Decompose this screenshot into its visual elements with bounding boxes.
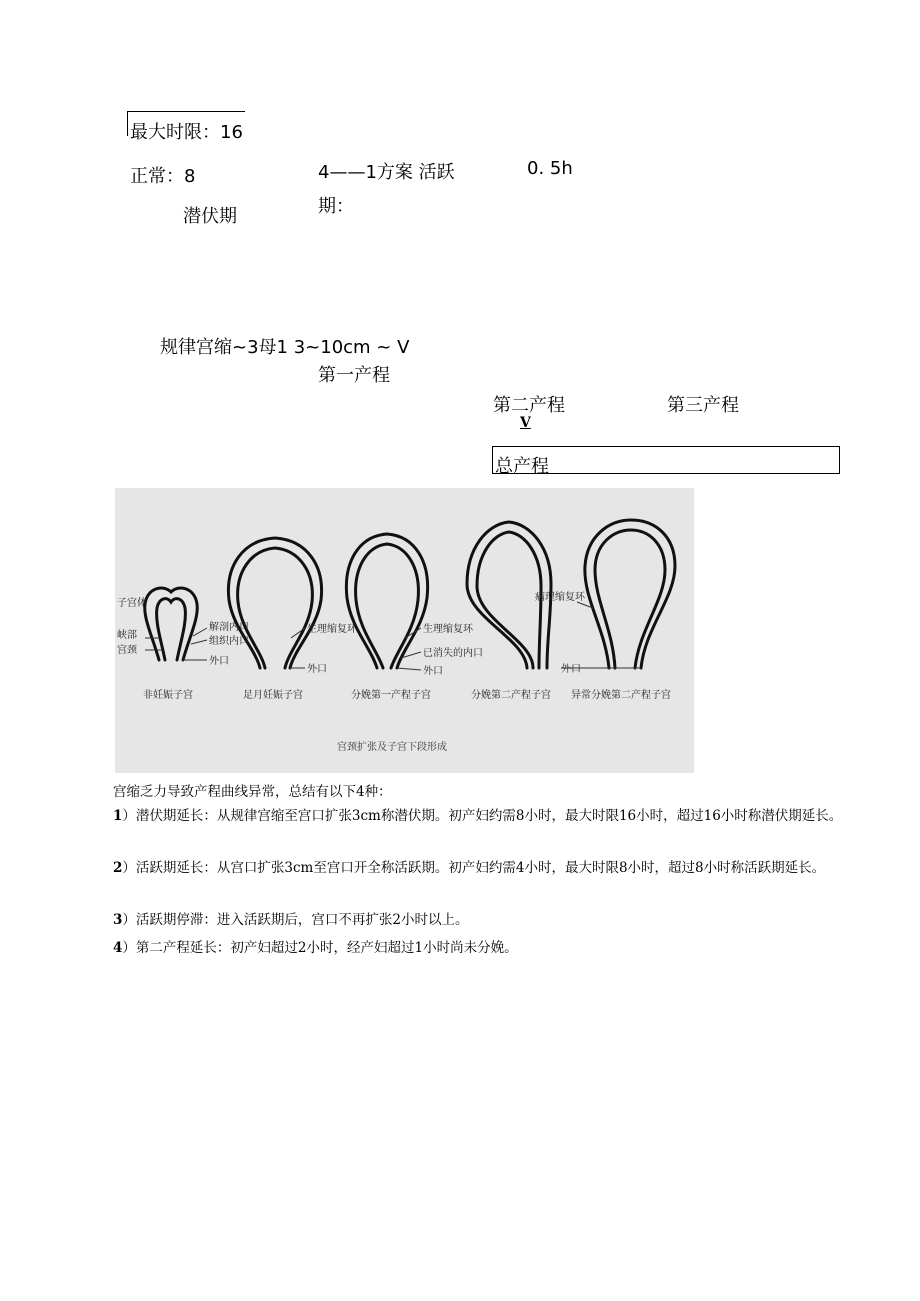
label-vanished-inner-os: 已消失的内口 (423, 648, 483, 659)
list-item-text: ）活跃期停滞：进入活跃期后，宫口不再扩张2小时以上。 (122, 912, 469, 928)
total-stage-label: 总产程 (495, 456, 549, 477)
list-item (113, 907, 843, 933)
caption-term: 足月妊娠子宫 (243, 690, 303, 701)
uterus-figure (115, 488, 694, 773)
list-item-text: ）潜伏期延长：从规律宫缩至宫口扩张3cm称潜伏期。初产妇约需8小时，最大时限16小时，超过16小时称潜伏期延长。 (122, 808, 843, 824)
caption-second-stage: 分娩第二产程子宫 (471, 690, 551, 701)
first-stage-label: 第一产程 (318, 365, 390, 386)
abnormal-uterus-shape (585, 520, 675, 668)
uterus-figure-svg (115, 488, 694, 773)
label-external-os-4: 外口 (561, 664, 581, 675)
normal-label: 正常：8 (130, 166, 196, 187)
caption-abnormal-second-stage: 异常分娩第二产程子宫 (571, 690, 671, 701)
list-item-number: 2 (113, 860, 123, 876)
period-label: 期： (318, 196, 354, 217)
label-external-os-1: 外口 (209, 656, 229, 667)
label-isthmus: 峡部 (117, 630, 137, 641)
label-anat-inner-os: 解剖内口 (209, 622, 249, 633)
label-histo-inner-os: 组织内口 (209, 636, 249, 647)
half-hour-label: 0. 5h (527, 158, 573, 179)
list-item-number: 3 (113, 912, 123, 928)
non-pregnant-uterus-shape (145, 588, 198, 660)
label-external-os-3: 外口 (423, 666, 443, 677)
second-stage-label: 第二产程 (493, 395, 565, 416)
caption-first-stage: 分娩第一产程子宫 (351, 690, 431, 701)
label-pathological-ring: 病理缩复环 (535, 592, 585, 603)
list-item-text: ）活跃期延长：从宫口扩张3cm至宫口开全称活跃期。初产妇约需4小时，最大时限8小时，超过8小时称活跃期延长。 (122, 860, 826, 876)
term-uterus-shape (228, 538, 321, 668)
max-limit-label: 最大时限：16 (130, 122, 243, 143)
third-stage-label: 第三产程 (667, 395, 739, 416)
label-cervix: 宫颈 (117, 645, 137, 656)
figure-caption: 宫颈扩张及子宫下段形成 (337, 742, 447, 753)
label-physio-ring-2: 生理缩复环 (423, 624, 473, 635)
latent-period-label: 潜伏期 (183, 206, 237, 227)
list-item (113, 855, 843, 881)
list-item (113, 803, 843, 829)
caption-non-pregnant: 非妊娠子宫 (143, 690, 193, 701)
first-stage-uterus-shape (346, 534, 427, 668)
list-item (113, 935, 843, 961)
label-uterus-body: 子宫体 (117, 598, 147, 609)
label-physio-ring: 生理缩复环 (307, 624, 357, 635)
scheme-active-label: 4——1方案 活跃 (318, 162, 455, 183)
list-item-number: 1 (113, 808, 123, 824)
intro-paragraph: 宫缩乏力导致产程曲线异常，总结有以下4种： (113, 784, 392, 800)
list-item-number: 4 (113, 940, 123, 956)
regular-contraction-label: 规律宫缩~3母1 3~10cm ~ V (160, 337, 410, 358)
v-mark: V (520, 415, 531, 431)
list-item-text: ）第二产程延长：初产妇超过2小时，经产妇超过1小时尚未分娩。 (122, 940, 518, 956)
label-external-os-2: 外口 (307, 664, 327, 675)
